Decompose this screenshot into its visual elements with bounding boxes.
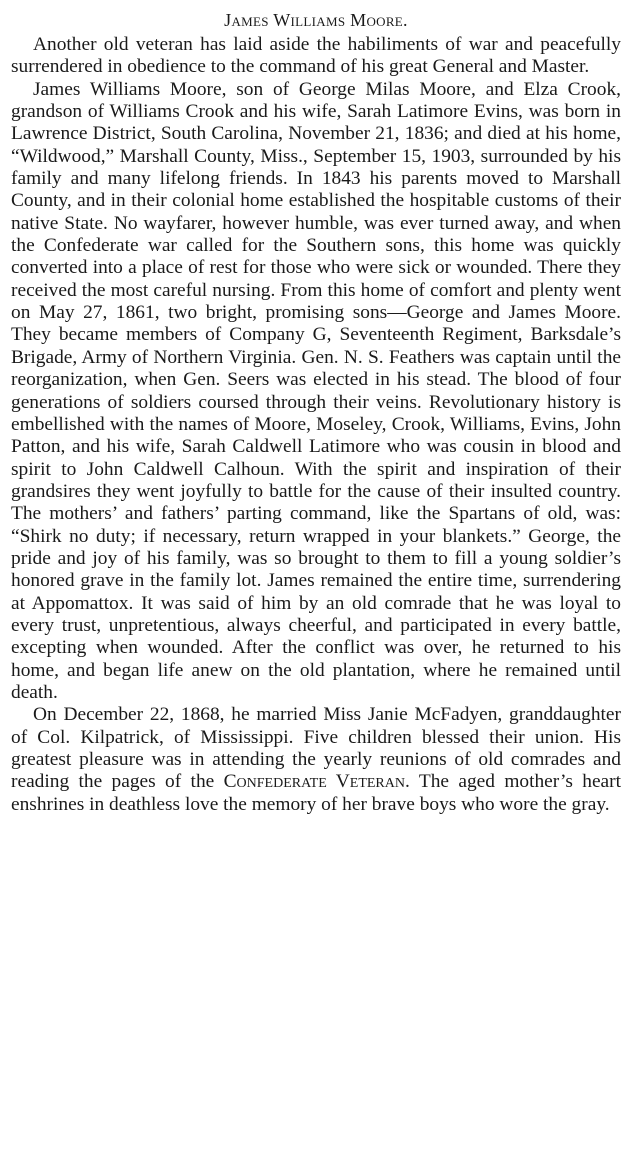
paragraph-intro: Another old veteran has laid aside the habiliments of war and peacefully surrendered in obedience to the command of his great General and Master. (11, 34, 621, 78)
magazine-name: Confederate Veteran (223, 771, 405, 793)
article (11, 6, 621, 816)
marriage-text-after: . The aged mother’s heart enshrines in deathless love the memory of her brave boys who wore the gray. (11, 771, 621, 815)
paragraph-marriage (11, 704, 621, 816)
paragraph-biography: James Williams Moore, son of George Milas Moore, and Elza Crook, grandson of Williams Crook and his wife, Sarah Latimore Evins, was born in Lawrence District, South Carolina, November 21, 1836; and died at his home, “Wildwood,” Marshall County, Miss., September 15, 1903, surrounded by his family and many lifelong friends. In 1843 his parents moved to Marshall County, and in their colonial home established the hospitable customs of their native State. No wayfarer, however humble, was ever turned away, and when the Confederate war called for the Southern sons, this home was quickly converted into a place of rest for those who were sick or wounded. There they received the most careful nursing. From this home of comfort and plenty went on May 27, 1861, two bright, promising sons—George and James Moore. They became members of Company G, Seventeenth Regiment, Barksdale’s Brigade, Army of Northern Virginia. Gen. N. S. Feathers was captain until the reorganization, when Gen. Seers was elected in his stead. The blood of four generations of soldiers coursed through their veins. Revolutionary history is embellished with the names of Moore, Moseley, Crook, Williams, Evins, John Patton, and his wife, Sarah Caldwell Latimore who was cousin in blood and spirit to John Caldwell Calhoun. With the spirit and inspiration of their grandsires they went joyfully to battle for the cause of their insulted country. The mothers’ and fathers’ parting command, like the Spartans of old, was: “Shirk no duty; if necessary, return wrapped in your blankets.” George, the pride and joy of his family, was so brought to them to fill a young soldier’s honored grave in the family lot. James remained the entire time, surrendering at Appomattox. It was said of him by an old comrade that he was loyal to every trust, unpretentious, always cheerful, and participated in every battle, excepting when wounded. After the conflict was over, he returned to his home, and began life anew on the old plantation, where he remained until death. (11, 78, 621, 703)
article-title: James Williams Moore. (224, 10, 408, 30)
marriage-text-before: On December 22, 1868, he married Miss Janie McFadyen, granddaughter of Col. Kilpatrick, of Mississippi. Five children blessed their union. His greatest pleasure was in attending the yearly reunions of old comrades and reading the pages of the (11, 704, 621, 793)
